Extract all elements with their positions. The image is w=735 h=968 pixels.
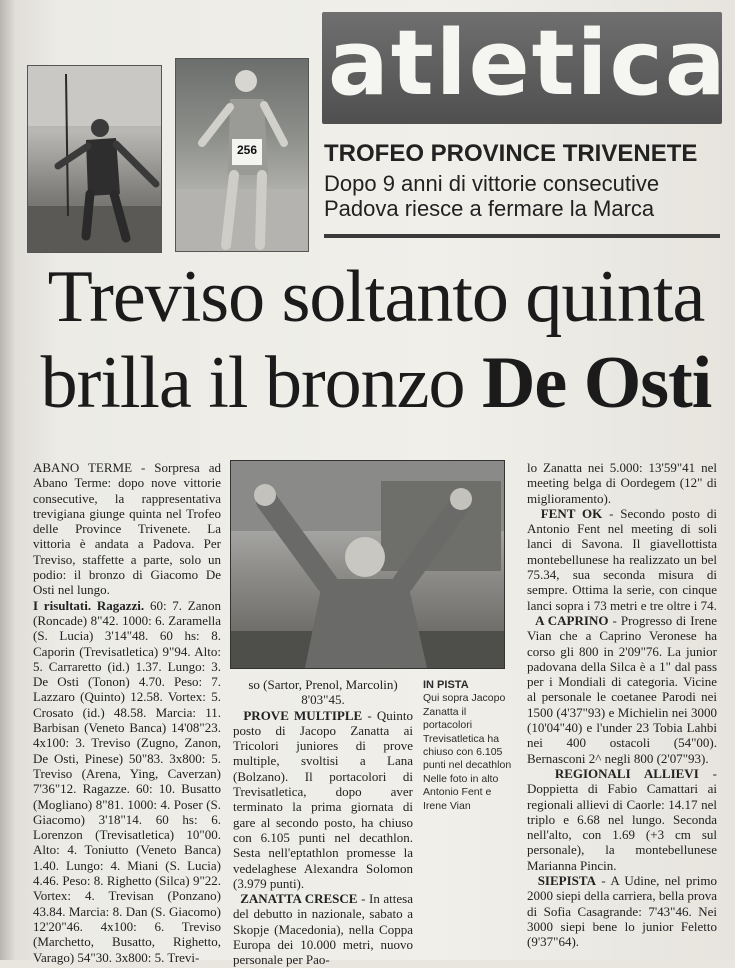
regionali-text: - Doppietta di Fabio Camattari ai regionali allievi di Caorle: 14.17 nel triplo e 6.68 nel lungo. Seconda nell'alto, con 1.69 (+3 cm sul personale), la montebellunese Marianna Pincin.: [527, 765, 717, 873]
caprino-title: A CAPRINO: [535, 612, 609, 628]
headline-line-2: [26, 340, 726, 426]
javelin-athlete-figure: [28, 66, 161, 252]
headline-line-2-plain: brilla il bronzo: [40, 342, 482, 424]
headline-line-1: Treviso soltanto quinta: [47, 256, 705, 338]
continued-text-2: lo Zanatta nei 5.000: 13'59"41 nel meeting belga di Oordegem (12" di miglioramento).: [527, 460, 717, 506]
zanatta-cresce-title: ZANATTA CRESCE: [240, 891, 358, 907]
zanatta-photo: [230, 460, 505, 669]
main-headline: [26, 254, 726, 426]
results-text: 60: 7. Zanon (Roncade) 8"42. 1000: 6. Zaramella (S. Lucia) 3'14"48. 60 hs: 8. Caporin (Trevisatletica) 9"94. Alto: 5. Carraretto (id.) 1.37. Lungo: 3. De Osti (Tonon) 4.70. Peso: 7. Lazzaro (Quinto) 12.58. Vortex: 5. Crosato (id.) 48.58. Marcia: 11. Barbisan (Veneto Banca) 14'08"23. 4x100: 3. Treviso (Zugno, Zanon, De Osti, Pinese) 50"83. 3x800: 5. Treviso (Arena, Ying, Caverzan) 7'36"12. Ragazze. 60: 10. Busatto (Mogliano) 8"81. 1000: 4. Poser (S. Giacomo) 3'18"14. 60 hs: 6. Lorenzon (Trevisatletica) 10"00. Alto: 4. Toniutto (Veneto Banca) 1.40. Lungo: 4. Miani (S. Lucia) 4.46. Peso: 8. Righetto (Silca) 9"22. Vortex: 4. Trevisan (Ponzano) 43.84. Marcia: 8. Dan (S. Giacomo) 12'20"46. 4x100: 6. Treviso (Marchetto, Busatto, Righetto, Varago) 54"30. 3x800: 5. Trevi-: [33, 597, 222, 965]
siepista-paragraph: [527, 873, 717, 949]
celebrating-athlete-figure: [231, 461, 504, 668]
fent-ok-text: - Secondo posto di Antonio Fent nel meeting di soli lanci di Savona. Il giavellottista montebellunese ha realizzato un bel 75.34, sua seconda misura di sempre. Ottima la serie, con cinque lanci sopra i 73 metri e tre oltre i 74.: [527, 505, 717, 613]
subheadline: [324, 171, 724, 221]
article-column-3: [527, 460, 717, 950]
athlete-photo-runner: [175, 58, 309, 252]
prove-multiple-paragraph: [233, 708, 413, 892]
prove-multiple-text: - Quinto posto di Jacopo Zanatta ai Tricolori juniores di prove multiple, svoltisi a Lana (Bolzano). Il portacolori di Trevisatletica, dopo aver terminato la prima giornata di gare al secondo posto, ha chiuso con 6.105 punti nel decathlon. Sesta nell'eptathlon promesse la vedelaghese Alexandra Solomon (3.979 punti).: [233, 707, 413, 891]
regionali-title: REGIONALI ALLIEVI: [554, 765, 699, 781]
caprino-text: - Progresso di Irene Vian che a Caprino Veronese ha corso gli 800 in 2'09"76. La junior padovana della Silca è a 1" dal pass per i Mondiali di categoria. Vicine al personale le coetanee Parodi nei 1500 (4'37"93) e Michielin nei 3000 (10'04"40) e l'under 23 Tobia Lahbi nei 400 ostacoli (54"00). Bernasconi 2^ negli 800 (2'07"93).: [527, 612, 718, 766]
headline-line-2-bold: De Osti: [481, 342, 712, 424]
siepista-text: - A Udine, nel primo 2000 siepi della carriera, bella prova di Sofia Casagrande: 7'43"46. Nei 3000 siepi bene lo junior Feletto (9'37"64).: [527, 873, 717, 950]
regionali-paragraph: [527, 766, 717, 873]
results-paragraph: [33, 598, 221, 965]
header-rule: [324, 234, 720, 238]
intro-paragraph: ABANO TERME - Sorpresa ad Abano Terme: dopo nove vittorie consecutive, la rappresentativa trevigiana giunge quinta nel Trofeo delle Province Trivenete. La vittoria è andata a Padova. Per Treviso, staffette a parte, solo un podio: il bronzo di Giacomo De Osti nel lungo.: [33, 460, 221, 598]
fent-ok-paragraph: [527, 506, 717, 613]
photo-caption: [423, 679, 515, 813]
caprino-paragraph: [527, 613, 717, 766]
caption-text: Qui sopra Jacopo Zanatta il portacolori Trevisatletica ha chiuso con 6.105 punti nel decathlon Nelle foto in alto Antonio Fent e Irene Vian: [423, 692, 512, 812]
subheadline-line-1: Dopo 9 anni di vittorie consecutive: [324, 171, 660, 196]
caption-title: IN PISTA: [423, 679, 469, 691]
zanatta-cresce-text: - In attesa del debutto in nazionale, sabato a Skopje (Macedonia), nella Coppa Europa dei 10.000 metri, nuovo personale per Pao-: [233, 891, 414, 968]
kicker: TROFEO PROVINCE TRIVENETE: [324, 140, 698, 167]
article-column-1: [33, 460, 221, 965]
subheadline-line-2: Padova riesce a fermare la Marca: [324, 196, 655, 221]
siepista-title: SIEPISTA: [537, 873, 596, 889]
page-edge-shadow: [0, 0, 16, 960]
continued-text-1: so (Sartor, Prenol, Marcolin) 8'03"45.: [248, 677, 398, 708]
prove-multiple-title: PROVE MULTIPLE: [243, 707, 363, 723]
athlete-photo-javelin: [27, 65, 162, 253]
race-bib: 256: [236, 143, 258, 157]
fent-ok-title: FENT OK: [540, 505, 603, 521]
results-title: I risultati. Ragazzi.: [33, 597, 145, 613]
section-banner: [322, 11, 728, 124]
section-title: atletica: [328, 11, 728, 116]
article-column-2: [233, 677, 413, 968]
zanatta-cresce-paragraph: [233, 891, 413, 967]
